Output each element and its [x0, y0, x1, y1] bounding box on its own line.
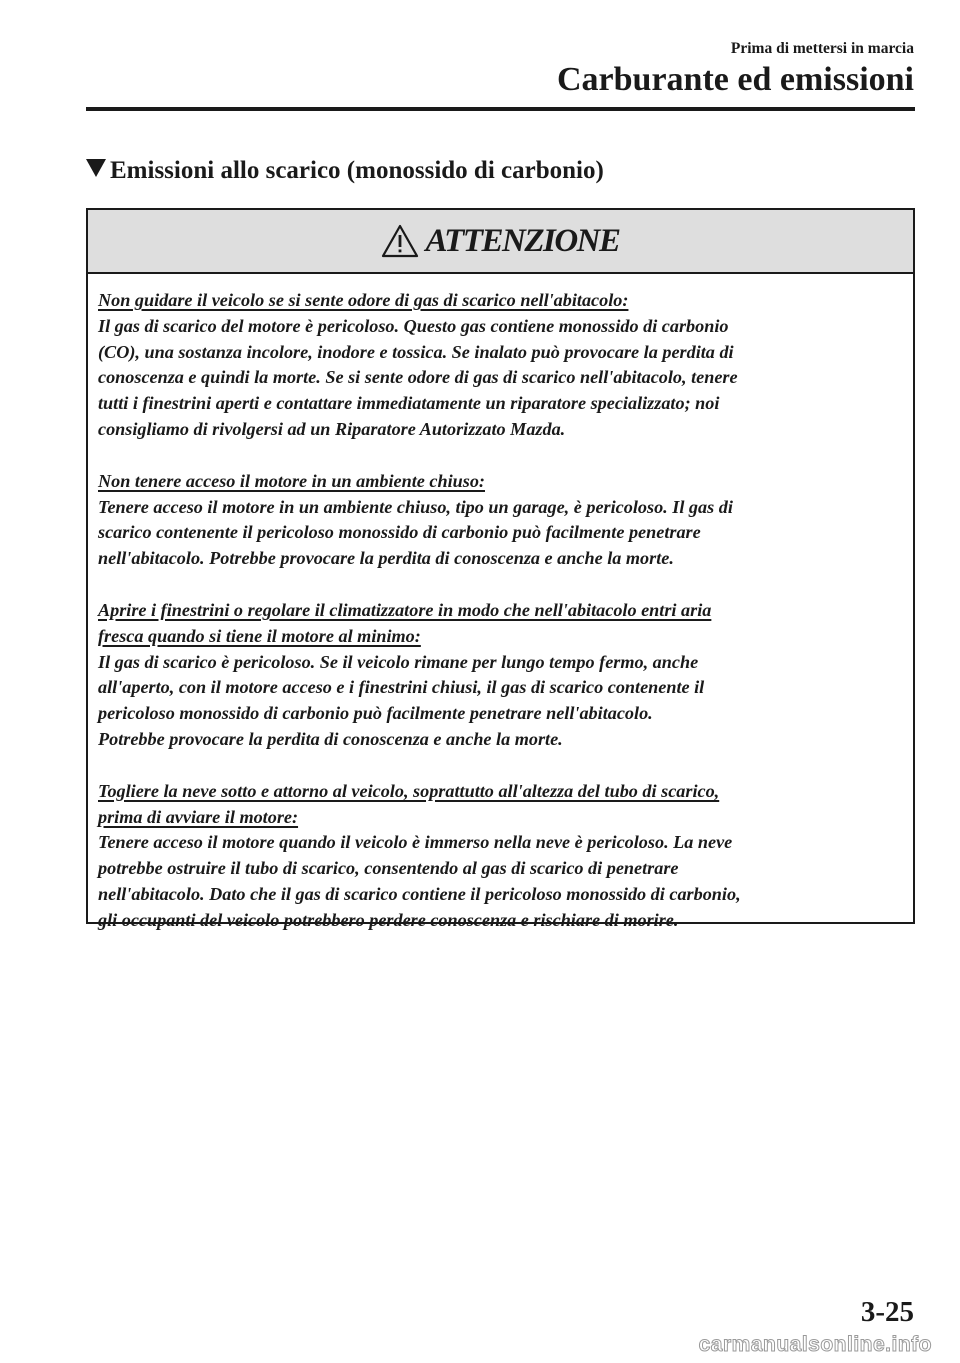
warning-header: [88, 210, 913, 274]
triangle-bullet-icon: [86, 159, 106, 177]
warning-line: conoscenza e quindi la morte. Se si sente odore di gas di scarico nell'abitacolo, tenere: [98, 367, 738, 388]
page-number: 3-25: [860, 1296, 914, 1328]
header-rule: [86, 107, 915, 111]
warning-block-exhaust-smell: [98, 288, 905, 443]
warning-subhead: Non guidare il veicolo se si sente odore di gas di scarico nell'abitacolo:: [98, 290, 629, 310]
warning-subhead: fresca quando si tiene il motore al minimo:: [98, 625, 421, 646]
warning-block-snow: [98, 779, 905, 934]
warning-line: scarico contenente il pericoloso monossido di carbonio può facilmente penetrare: [98, 522, 701, 543]
warning-line: gli occupanti del veicolo potrebbero perdere conoscenza e rischiare di morire.: [98, 909, 679, 930]
warning-subhead: Aprire i finestrini o regolare il climatizzatore in modo che nell'abitacolo entri aria: [98, 599, 712, 620]
section-heading-text: Emissioni allo scarico (monossido di carbonio): [110, 157, 604, 184]
warning-line: Potrebbe provocare la perdita di conoscenza e anche la morte.: [98, 728, 563, 749]
warning-body: [88, 274, 913, 934]
warning-line: pericoloso monossido di carbonio può facilmente penetrare nell'abitacolo.: [98, 703, 653, 724]
warning-block-idling: [98, 598, 905, 753]
warning-subhead: prima di avviare il motore:: [98, 806, 299, 827]
warning-line: consigliamo di rivolgersi ad un Riparatore Autorizzato Mazda.: [98, 418, 566, 439]
page-title: Carburante ed emissioni: [557, 61, 914, 98]
section-heading: [86, 158, 604, 183]
warning-line: Il gas di scarico è pericoloso. Se il veicolo rimane per lungo tempo fermo, anche: [98, 651, 699, 672]
warning-box: [86, 208, 915, 930]
warning-subhead: Non tenere acceso il motore in un ambiente chiuso:: [98, 470, 485, 491]
warning-line: Tenere acceso il motore quando il veicolo è immerso nella neve è pericoloso. La neve: [98, 832, 733, 853]
warning-line: nell'abitacolo. Potrebbe provocare la perdita di conoscenza e anche la morte.: [98, 548, 674, 569]
warning-line: potrebbe ostruire il tubo di scarico, consentendo al gas di scarico di penetrare: [98, 858, 679, 879]
warning-title: ATTENZIONE: [425, 222, 620, 259]
warning-line: tutti i finestrini aperti e contattare immediatamente un riparatore specializzato; noi: [98, 393, 720, 414]
warning-line: (CO), una sostanza incolore, inodore e tossica. Se inalato può provocare la perdita di: [98, 341, 734, 362]
warning-line: nell'abitacolo. Dato che il gas di scarico contiene il pericoloso monossido di carbonio,: [98, 883, 741, 904]
warning-block-closed-space: [98, 469, 905, 572]
warning-line: Il gas di scarico del motore è pericoloso. Questo gas contiene monossido di carbonio: [98, 315, 729, 336]
warning-line: all'aperto, con il motore acceso e i finestrini chiusi, il gas di scarico contenente il: [98, 677, 705, 698]
warning-subhead: Togliere la neve sotto e attorno al veicolo, soprattutto all'altezza del tubo di scarico,: [98, 780, 720, 801]
warning-triangle-icon: [381, 224, 419, 258]
running-header-section: Prima di mettersi in marcia: [730, 40, 914, 57]
watermark: carmanualsonline.info: [698, 1333, 932, 1356]
warning-line: Tenere acceso il motore in un ambiente chiuso, tipo un garage, è pericoloso. Il gas di: [98, 496, 733, 517]
